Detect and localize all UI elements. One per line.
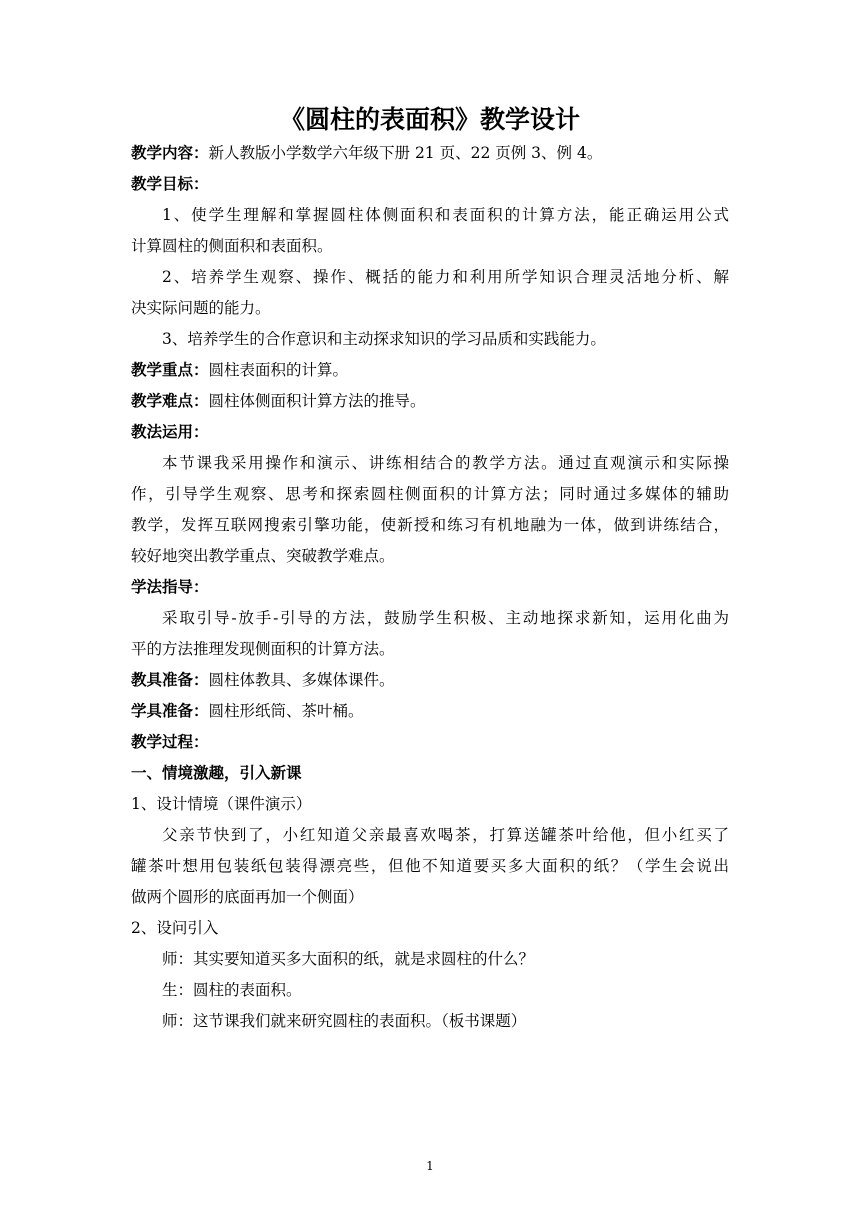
step-2-heading: 2、设问引入 [131, 919, 219, 937]
teaching-content-text: 新人教版小学数学六年级下册 21 页、22 页例 3、例 4。 [208, 144, 603, 162]
study-guide-label: 学法指导： [131, 578, 209, 596]
method-line-2: 作，引导学生观察、思考和探索圆柱侧面积的计算方法；同时通过多媒体的辅助 [131, 485, 729, 503]
study-line-1: 采取引导-放手-引导的方法，鼓励学生积极、主动地探求新知，运用化曲为 [162, 609, 729, 627]
student-tools-text: 圆柱形纸筒、茶叶桶。 [208, 702, 364, 720]
teaching-content-label: 教学内容： [131, 144, 209, 162]
teaching-key-label: 教学重点： [131, 361, 209, 379]
method-line-3: 教学，发挥互联网搜索引擎功能，使新授和练习有机地融为一体，做到讲练结合， [131, 516, 729, 534]
dialog-line-3: 师：这节课我们就来研究圆柱的表面积。（板书课题） [162, 1012, 527, 1030]
study-line-2: 平的方法推理发现侧面积的计算方法。 [131, 640, 395, 658]
student-tools [131, 696, 729, 727]
teaching-difficulty [131, 386, 729, 417]
page-number: 1 [426, 1159, 434, 1173]
story-line-3: 做两个圆形的底面再加一个侧面） [131, 888, 364, 906]
teaching-difficulty-label: 教学难点： [131, 392, 209, 410]
teaching-difficulty-text: 圆柱体侧面积计算方法的推导。 [208, 392, 426, 410]
student-tools-label: 学具准备： [131, 702, 209, 720]
goal-3: 3、培养学生的合作意识和主动探求知识的学习品质和实践能力。 [162, 330, 606, 348]
dialog-line-2: 生：圆柱的表面积。 [162, 981, 302, 999]
goal-2-line-2: 决实际问题的能力。 [131, 299, 271, 317]
story-line-1: 父亲节快到了，小红知道父亲最喜欢喝茶，打算送罐茶叶给他，但小红买了 [162, 826, 729, 844]
goal-1-line-2: 计算圆柱的侧面积和表面积。 [131, 237, 333, 255]
teacher-tools [131, 665, 729, 696]
goal-1-line-1: 1、使学生理解和掌握圆柱体侧面积和表面积的计算方法，能正确运用公式 [162, 206, 729, 224]
teaching-content [131, 138, 729, 169]
teacher-tools-label: 教具准备： [131, 671, 209, 689]
section-1-heading: 一、情境激趣，引入新课 [131, 764, 302, 782]
dialog-line-1: 师：其实要知道买多大面积的纸，就是求圆柱的什么？ [162, 950, 535, 968]
teaching-goals-label: 教学目标： [131, 175, 209, 193]
method-line-4: 较好地突出教学重点、突破教学难点。 [131, 547, 395, 565]
goal-2-line-1: 2、培养学生观察、操作、概括的能力和利用所学知识合理灵活地分析、解 [162, 268, 729, 286]
story-line-2: 罐茶叶想用包装纸包装得漂亮些，但他不知道要买多大面积的纸？（学生会说出 [131, 857, 729, 875]
document-body [131, 138, 729, 1037]
teaching-key-text: 圆柱表面积的计算。 [208, 361, 349, 379]
document-title: 《圆柱的表面积》教学设计 [279, 105, 580, 134]
teaching-process-label: 教学过程： [131, 733, 209, 751]
teaching-method-label: 教法运用： [131, 423, 209, 441]
method-line-1: 本节课我采用操作和演示、讲练相结合的教学方法。通过直观演示和实际操 [162, 454, 729, 472]
step-1-heading: 1、设计情境（课件演示） [131, 795, 312, 813]
teaching-key [131, 355, 729, 386]
teacher-tools-text: 圆柱体教具、多媒体课件。 [208, 671, 395, 689]
